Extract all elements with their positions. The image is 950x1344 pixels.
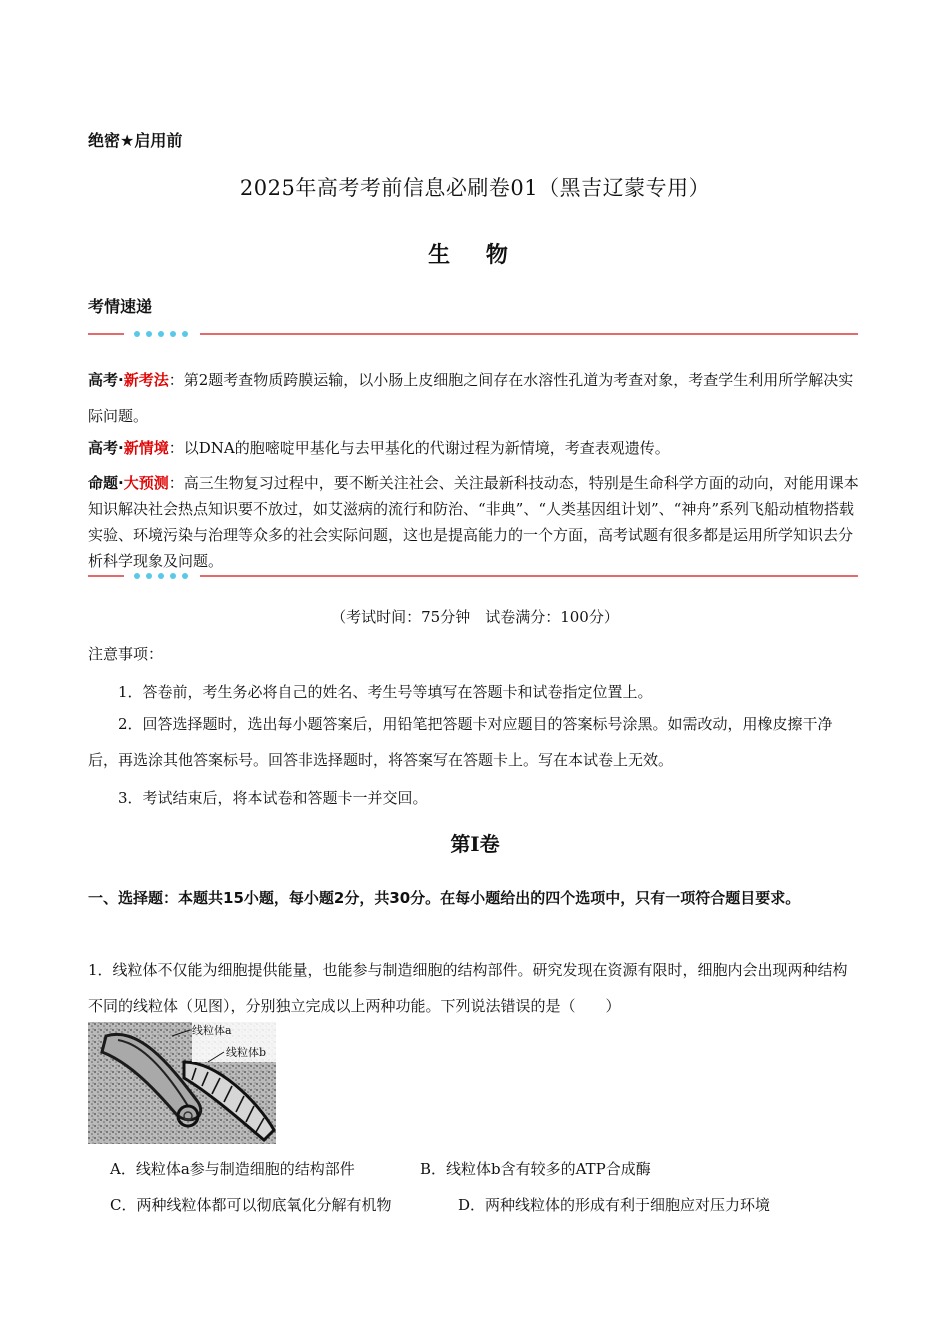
overview-text: ：第2题考查物质跨膜运输，以小肠上皮细胞之间存在水溶性孔道为考查对象，考查学生利用所学解决实际问题。 [88, 371, 854, 425]
subject-title: 生 物 [428, 242, 522, 268]
figure-label-b: 线粒体b [226, 1046, 267, 1059]
option-d[interactable]: D．两种线粒体的形成有利于细胞应对压力环境 [458, 1196, 771, 1214]
option-a[interactable]: A．线粒体a参与制造细胞的结构部件 [110, 1160, 355, 1178]
exam-title: 2025年高考考前信息必刷卷01（黑吉辽蒙专用） [239, 176, 711, 200]
option-c[interactable]: C．两种线粒体都可以彻底氧化分解有机物 [110, 1196, 392, 1214]
notes-title: 注意事项： [88, 645, 164, 663]
mitochondria-micrograph [88, 1022, 276, 1144]
decorative-divider-bottom [88, 570, 858, 582]
note-item-3: 3．考试结束后，将本试卷和答题卡一并交回。 [118, 789, 428, 807]
overview-label: 高考·新情境 [88, 439, 169, 457]
section-one-instructions: 一、选择题：本题共15小题，每小题2分，共30分。在每小题给出的四个选项中，只有一项符合题目要求。 [88, 889, 801, 907]
overview-item-new-method [88, 362, 860, 434]
overview-item-prediction [88, 470, 860, 574]
figure-label-a: 线粒体a [192, 1024, 232, 1037]
option-b[interactable]: B．线粒体b含有较多的ATP合成酶 [420, 1160, 651, 1178]
overview-label: 高考·新考法 [88, 371, 169, 389]
overview-heading: 考情速递 [88, 297, 153, 316]
secret-mark: 绝密★启用前 [88, 131, 183, 150]
overview-text: ：以DNA的胞嘧啶甲基化与去甲基化的代谢过程为新情境，考查表观遗传。 [168, 439, 670, 457]
note-item-1: 1．答卷前，考生务必将自己的姓名、考生号等填写在答题卡和试卷指定位置上。 [118, 683, 653, 701]
overview-text: ：高三生物复习过程中，要不断关注社会、关注最新科技动态，特别是生命科学方面的动向，对能用课本知识解决社会热点知识要不放过，如艾滋病的流行和防治、“非典”、“人类基因组计划”、“神舟”系列飞船动植物搭载实验、环境污染与治理等众多的社会实际问题，这也是提高能力的一个方面，高考试题有很多都是运用所学知识去分析科学现象及问题。 [88, 474, 859, 570]
question-1-stem: 1．线粒体不仅能为细胞提供能量，也能参与制造细胞的结构部件。研究发现在资源有限时，细胞内会出现两种结构不同的线粒体（见图），分别独立完成以上两种功能。下列说法错误的是（ ） [88, 961, 848, 1015]
part-title: 第Ⅰ卷 [450, 832, 500, 856]
note-item-2: 2．回答选择题时，选出每小题答案后，用铅笔把答题卡对应题目的答案标号涂黑。如需改动，用橡皮擦干净后，再选涂其他答案标号。回答非选择题时，将答案写在答题卡上。写在本试卷上无效。 [88, 715, 833, 769]
exam-info: （考试时间：75分钟 试卷满分：100分） [331, 608, 619, 626]
decorative-divider-top [88, 328, 858, 340]
overview-item-new-context [88, 434, 860, 462]
overview-label: 命题·大预测 [88, 474, 169, 492]
